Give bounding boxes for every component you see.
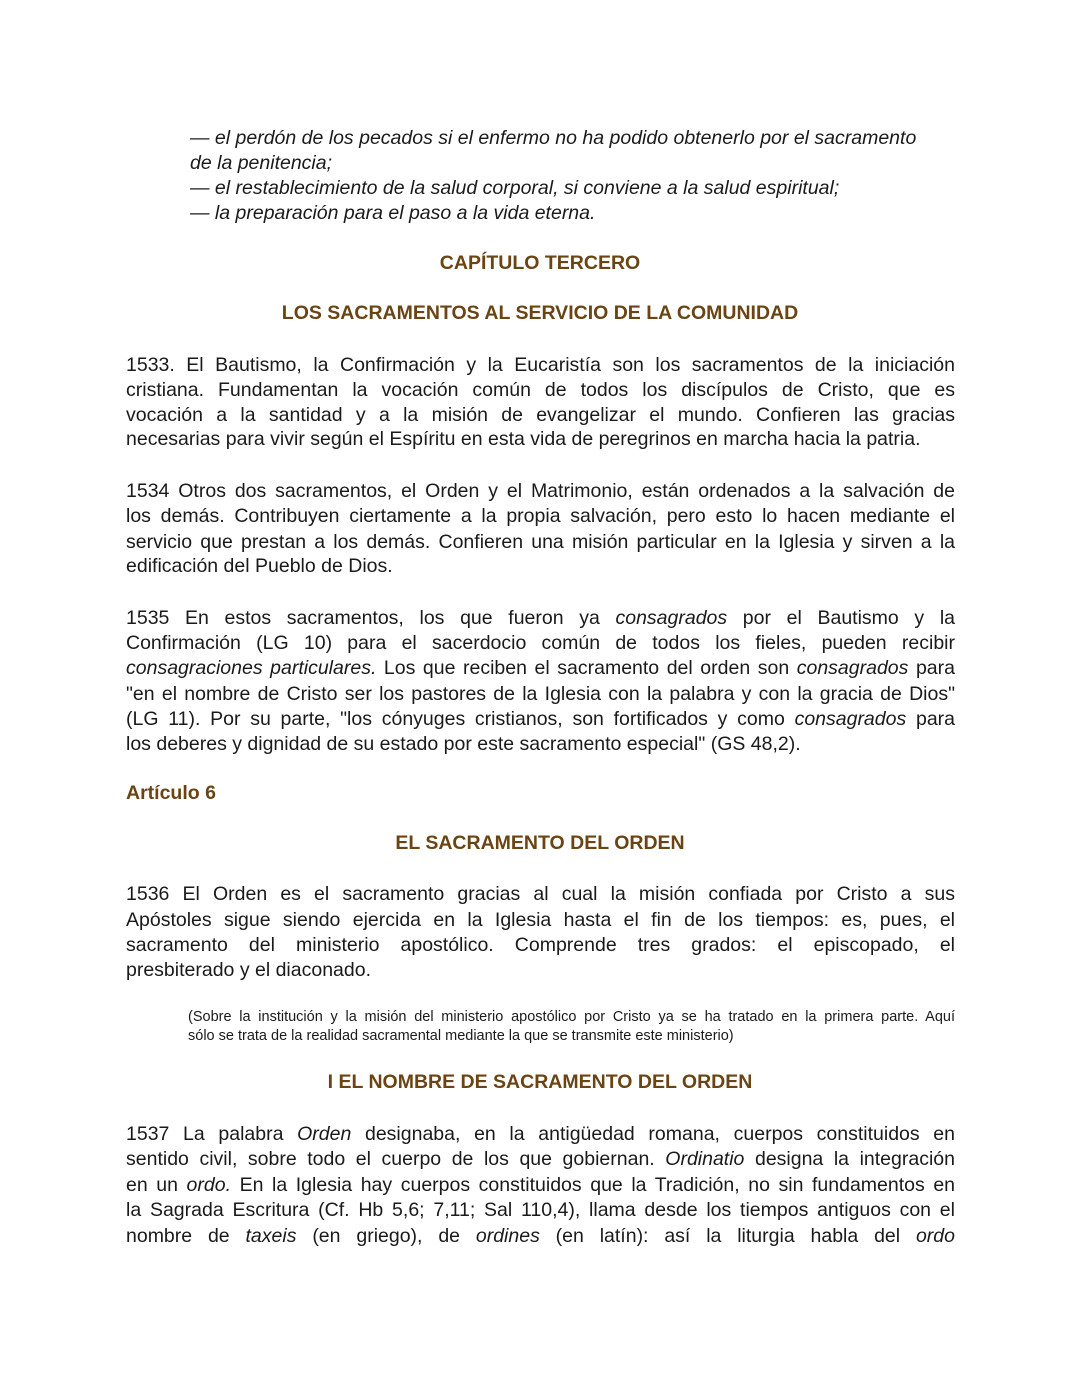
text: En la Iglesia hay cuerpos constituidos que la Tradición, no sin fundamentos en xyxy=(231,1174,956,1196)
text: 1533. El Bautismo, la Confirmación y la Eucaristía son los sacramentos de la iniciación xyxy=(126,354,955,376)
text: designaba, en la antigüedad romana, cuerpos constituidos en xyxy=(351,1123,956,1145)
paragraph-line-p1537 xyxy=(126,1198,955,1222)
text: necesarias para vivir según el Espíritu en esta vida de peregrinos en marcha hacia la patria. xyxy=(126,428,921,450)
text: "en el nombre de Cristo ser los pastores de la Iglesia con la palabra y con la gracia de Dios" xyxy=(126,683,955,705)
bullet-line: — la preparación para el paso a la vida eterna. xyxy=(190,202,596,224)
italic-text: Orden xyxy=(297,1123,352,1145)
paragraph-line-p1535 xyxy=(126,631,955,655)
paragraph-line-p1535 xyxy=(126,707,955,731)
italic-text: consagrados xyxy=(794,708,907,730)
bullet-line: — el perdón de los pecados si el enfermo no ha podido obtenerlo por el sacramento xyxy=(190,127,917,149)
italic-text: consagraciones particulares. xyxy=(126,657,377,679)
bullet-line: de la penitencia; xyxy=(190,152,333,174)
italic-text: Ordinatio xyxy=(665,1148,745,1170)
text: servicio que prestan a los demás. Confieren una misión particular en la Iglesia y sirven a la xyxy=(126,531,955,553)
text: (en latín): así la liturgia habla del xyxy=(539,1225,916,1247)
text: la Sagrada Escritura (Cf. Hb 5,6; 7,11; Sal 110,4), llama desde los tiempos antiguos con el xyxy=(126,1199,955,1221)
text: en un xyxy=(126,1174,187,1196)
paragraph-line-p1535 xyxy=(126,682,955,706)
article-label: Artículo 6 xyxy=(126,782,216,804)
text: 1534 Otros dos sacramentos, el Orden y el Matrimonio, están ordenados a la salvación de xyxy=(126,480,955,502)
text: (Sobre la institución y la misión del ministerio apostólico por Cristo ya se ha tratado en la primera parte. Aquí xyxy=(188,1009,955,1025)
paragraph-line-p1534 xyxy=(126,504,955,528)
italic-text: taxeis xyxy=(245,1225,297,1247)
paragraph-line-p1537 xyxy=(126,1224,955,1248)
paragraph-line-p1535 xyxy=(126,606,955,630)
text: los demás. Contribuyen ciertamente a la propia salvación, pero esto lo hacen mediante el xyxy=(126,505,955,527)
paragraph-line-p1536 xyxy=(126,908,955,932)
text: presbiterado y el diaconado. xyxy=(126,959,371,981)
text: Confirmación (LG 10) para el sacerdocio común de todos los fieles, pueden recibir xyxy=(126,632,955,654)
text: nombre de xyxy=(126,1225,246,1247)
italic-text: ordines xyxy=(475,1225,540,1247)
chapter-heading: CAPÍTULO TERCERO xyxy=(439,252,641,274)
paragraph-line-p1535 xyxy=(126,656,955,680)
text: sólo se trata de la realidad sacramental mediante la que se transmite este ministerio) xyxy=(188,1028,734,1044)
text: (LG 11). Por su parte, "los cónyuges cristianos, son fortificados y como xyxy=(126,708,795,730)
paragraph-line-p1536 xyxy=(126,958,955,982)
text: edificación del Pueblo de Dios. xyxy=(126,555,393,577)
paragraph-line-p1534 xyxy=(126,530,955,554)
italic-text: ordo xyxy=(915,1225,955,1247)
text: sacramento del ministerio apostólico. Comprende tres grados: el episcopado, el xyxy=(126,934,955,956)
paragraph-line-p1534 xyxy=(126,554,955,578)
paragraph-line-p1536 xyxy=(126,882,955,906)
paragraph-line-p1537 xyxy=(126,1122,955,1146)
article-title: EL SACRAMENTO DEL ORDEN xyxy=(395,832,685,854)
paragraph-line-p1535 xyxy=(126,732,955,756)
text: los deberes y dignidad de su estado por este sacramento especial" (GS 48,2). xyxy=(126,733,801,755)
text: designa la integración xyxy=(744,1148,955,1170)
text: vocación a la santidad y a la misión de evangelizar el mundo. Confieren las gracias xyxy=(126,404,955,426)
chapter-title: LOS SACRAMENTOS AL SERVICIO DE LA COMUNIDAD xyxy=(281,302,799,324)
text: (en griego), de xyxy=(296,1225,476,1247)
text: sentido civil, sobre todo el cuerpo de los que gobiernan. xyxy=(126,1148,666,1170)
note-line xyxy=(188,1027,955,1046)
paragraph-line-p1537 xyxy=(126,1147,955,1171)
paragraph-line-p1537 xyxy=(126,1173,955,1197)
italic-text: consagrados xyxy=(615,607,728,629)
section-heading: I EL NOMBRE DE SACRAMENTO DEL ORDEN xyxy=(327,1071,753,1093)
text: para xyxy=(906,708,955,730)
note-line xyxy=(188,1008,955,1027)
text: 1535 En estos sacramentos, los que fueron ya xyxy=(126,607,616,629)
paragraph-line-p1533 xyxy=(126,403,955,427)
bullet-line: — el restablecimiento de la salud corporal, si conviene a la salud espiritual; xyxy=(190,177,840,199)
text: cristiana. Fundamentan la vocación común de todos los discípulos de Cristo, que es xyxy=(126,379,955,401)
text: 1537 La palabra xyxy=(126,1123,298,1145)
text: Los que reciben el sacramento del orden son xyxy=(376,657,797,679)
paragraph-line-p1533 xyxy=(126,427,955,451)
italic-text: consagrados xyxy=(796,657,909,679)
paragraph-line-p1533 xyxy=(126,353,955,377)
text: por el Bautismo y la xyxy=(727,607,956,629)
paragraph-line-p1536 xyxy=(126,933,955,957)
text: Apóstoles sigue siendo ejercida en la Iglesia hasta el fin de los tiempos: es, pues, el xyxy=(126,909,955,931)
text: para xyxy=(908,657,955,679)
paragraph-line-p1533 xyxy=(126,378,955,402)
text: 1536 El Orden es el sacramento gracias al cual la misión confiada por Cristo a sus xyxy=(126,883,955,905)
italic-text: ordo. xyxy=(186,1174,231,1196)
paragraph-line-p1534 xyxy=(126,479,955,503)
